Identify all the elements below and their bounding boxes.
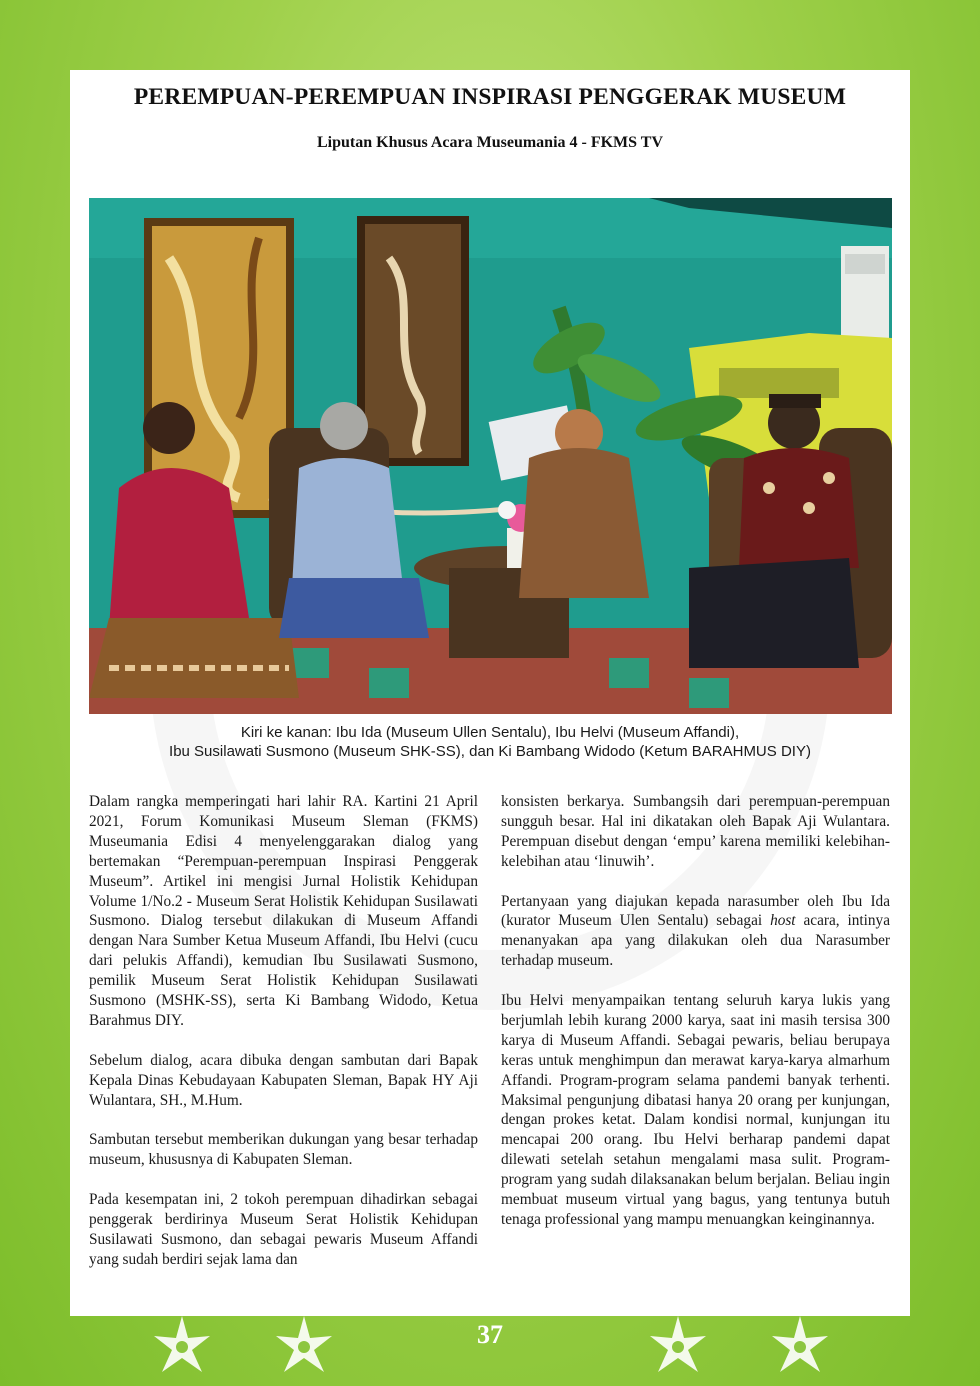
paragraph-figures: Pada kesempatan ini, 2 tokoh perempuan dihadirkan sebagai penggerak berdirinya Museum Serat Holistik Kehidupan Susilawati Susmono, dan sebagai pewaris Museum Affandi yang sudah berdiri sejak lama dan [89, 1191, 478, 1268]
right-column [501, 792, 890, 1250]
photo-caption [70, 723, 910, 761]
host-question-text-a: Pertanyaan yang diajukan kepada narasumber oleh Ibu Ida (kurator Museum Ulen Sentalu) sebagai [501, 892, 890, 930]
page-sheet [70, 70, 910, 1316]
article-title: PEREMPUAN-PEREMPUAN INSPIRASI PENGGERAK MUSEUM [133, 84, 847, 110]
caption-line-1: Kiri ke kanan: Ibu Ida (Museum Ullen Sentalu), Ibu Helvi (Museum Affandi), [240, 724, 740, 741]
paragraph-support: Sambutan tersebut memberikan dukungan yang besar terhadap museum, khususnya di Kabupaten Sleman. [89, 1131, 478, 1169]
host-question-text-b: acara, intinya menanyakan apa yang dilakukan oleh dua Narasumber terhadap museum. [501, 912, 890, 970]
paragraph-host-question [501, 892, 890, 972]
caption-line-2: Ibu Susilawati Susmono (Museum SHK-SS), dan Ki Bambang Widodo (Ketum BARAHMUS DIY) [169, 743, 811, 760]
paragraph-helvi: Ibu Helvi menyampaikan tentang seluruh karya lukis yang berjumlah lebih kurang 2000 karya, saat ini masih tersisa 300 karya di Museum Affandi. Sebagai pewaris, beliau berupaya keras untuk menghimpun dan merawat karya-karya almarhum Affandi. Program-program selama pandemi banyak terhenti. Maksimal pengunjung dibatasi hanya 20 orang per kunjungan, dengan prokes ketat. Dalam kondisi normal, kunjungan itu mencapai 200 orang. Ibu Helvi berharap pandemi dapat dilewati setelah setahun mengalami masa sulit. Program-program yang sudah dilaksanakan belum berjalan. Beliau ingin membuat museum virtual yang bagus, yang tentunya butuh tenaga professional yang mampu menuangkan keinginannya. [501, 992, 890, 1228]
article-photo [89, 198, 892, 714]
host-italic: host [770, 912, 796, 930]
paragraph-intro: Dalam rangka memperingati hari lahir RA. Kartini 21 April 2021, Forum Komunikasi Museum Sleman (FKMS) Museumania Edisi 4 menyelenggarakan dialog yang bertemakan “Perempuan-perempuan Inspirasi Penggerak Museum”. Artikel ini mengisi Jurnal Holistik Kehidupan Volume 1/No.2 - Museum Serat Holistik Kehidupan Susilawati Susmono. Dialog tersebut dilakukan di Museum Affandi dengan Nara Sumber Ketua Museum Affandi, Ibu Helvi (cucu dari pelukis Affandi), kemudian Ibu Susilawati Susmono, pemilik Museum Serat Holistik Kehidupan Susilawati Susmono (MSHK-SS), serta Ki Bambang Widodo, Ketua Barahmus DIY. [89, 793, 478, 1029]
left-column [89, 792, 478, 1290]
page-number: 37 [477, 1320, 503, 1349]
paragraph-contribution: konsisten berkarya. Sumbangsih dari perempuan-perempuan sungguh besar. Hal ini dikatakan oleh Bapak Aji Wulantara. Perempuan disebut dengan ‘empu’ karena memiliki kelebihan-kelebihan atau ‘linuwih’. [501, 793, 890, 870]
article-subtitle: Liputan Khusus Acara Museumania 4 - FKMS TV [317, 134, 663, 151]
paragraph-opening-remarks: Sebelum dialog, acara dibuka dengan sambutan dari Bapak Kepala Dinas Kebudayaan Kabupaten Sleman, Bapak HY Aji Wulantara, SH., M.Hum. [89, 1051, 478, 1109]
